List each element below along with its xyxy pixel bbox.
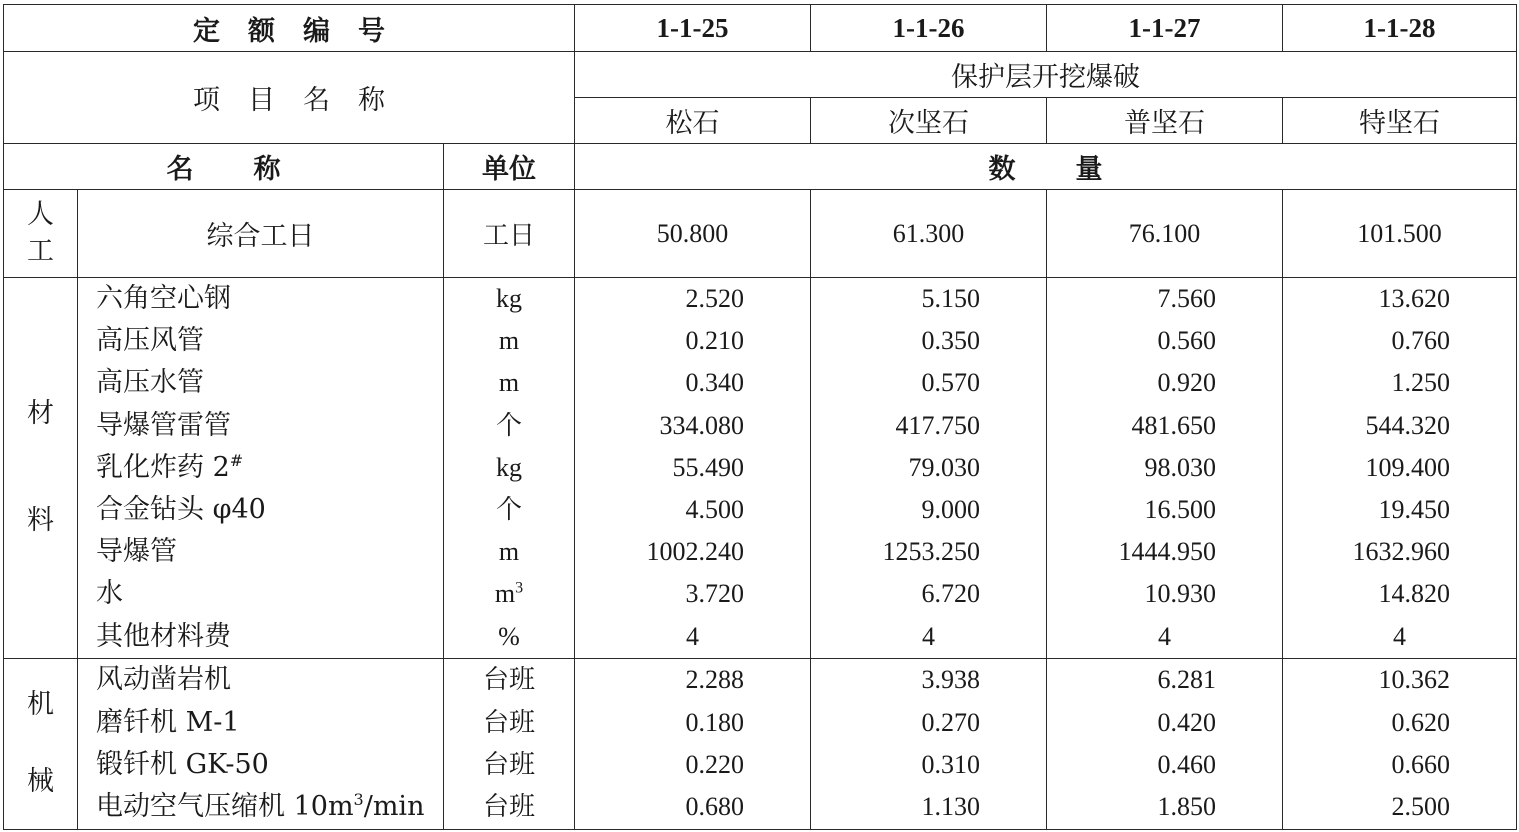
item-value: 417.750 [895,410,980,440]
machinery-values-col2 [811,658,1047,829]
quota-code: 1-1-25 [575,5,811,52]
machinery-values-col3 [1047,658,1283,829]
item-name-suffix: /min [363,790,425,822]
rock-type: 普坚石 [1047,98,1283,144]
category-labor [4,190,78,278]
item-value: 1632.960 [1352,537,1450,567]
item-value: 4 [922,621,935,651]
item-value: 101.500 [1283,190,1517,278]
item-value: 9.000 [921,494,980,524]
item-value: 0.570 [921,368,980,398]
item-unit: 个 [495,410,522,440]
item-unit: m [498,537,520,567]
item-unit-with-sup [444,573,574,615]
item-value: 7.560 [1157,284,1216,313]
materials-values-col2 [811,278,1047,659]
item-value: 0.340 [685,368,744,398]
materials-values-col3 [1047,278,1283,659]
item-value: 98.030 [1144,452,1216,482]
quota-code: 1-1-28 [1283,5,1517,52]
quota-table-page [3,4,1516,828]
item-value: 61.300 [811,190,1047,278]
item-value: 5.150 [921,284,980,313]
item-value: 10.930 [1144,579,1216,609]
item-unit: m [498,368,520,398]
item-value: 79.030 [908,452,980,482]
machinery-values-col4 [1283,658,1517,829]
category-machinery [4,658,78,829]
item-value: 10.362 [1378,665,1450,695]
category-char: 料 [27,504,54,536]
item-unit: 台班 [482,791,535,821]
item-value: 481.650 [1131,410,1216,440]
item-value: 0.460 [1157,749,1216,779]
item-unit: m [498,326,520,356]
item-unit: 台班 [482,749,535,779]
quota-code: 1-1-27 [1047,5,1283,52]
item-unit: 台班 [482,665,535,695]
item-value: 109.400 [1365,452,1450,482]
item-value: 1253.250 [882,537,980,567]
machinery-values-col1 [575,658,811,829]
rock-type: 松石 [575,98,811,144]
item-name-sup: 3 [353,789,364,809]
item-value: 0.760 [1391,326,1450,356]
category-char: 材 [27,398,54,430]
item-unit: kg [496,284,522,313]
item-name: 乳化炸药 2 [96,451,230,483]
item-value: 19.450 [1378,494,1450,524]
name-column-header: 名称 [4,144,444,190]
project-name-label: 项目名称 [4,52,575,144]
item-value: 334.080 [659,410,744,440]
item-value: 14.820 [1378,579,1450,609]
item-value: 3.720 [685,579,744,609]
item-name: 磨钎机 M-1 [96,706,240,738]
materials-names [78,278,444,659]
item-value: 76.100 [1047,190,1283,278]
quota-table [3,4,1517,830]
item-unit: 台班 [482,707,535,737]
item-value: 2.288 [685,665,744,695]
category-char: 械 [27,765,54,797]
item-value: 4.500 [685,494,744,524]
item-value: 1.130 [921,791,980,821]
item-value: 0.420 [1157,707,1216,737]
unit-column-header: 单位 [444,144,575,190]
item-name: 电动空气压缩机 10m [96,790,354,822]
item-name-sup: # [229,450,244,470]
item-unit: % [498,621,520,651]
materials-units [444,278,575,659]
category-char: 工 [27,235,54,267]
item-value: 0.220 [685,749,744,779]
item-value: 6.720 [921,579,980,609]
machinery-names [78,658,444,829]
materials-values-col4 [1283,278,1517,659]
item-name: 锻钎机 GK-50 [96,748,269,780]
item-value: 4 [1158,621,1171,651]
item-name: 高压水管 [96,367,204,399]
item-value: 2.500 [1391,791,1450,821]
item-name: 综合工日 [78,190,444,278]
machinery-units [444,658,575,829]
item-value: 0.310 [921,749,980,779]
item-unit: kg [496,452,522,482]
category-materials [4,278,78,659]
rock-type: 次坚石 [811,98,1047,144]
item-unit: 个 [495,494,522,524]
item-value: 50.800 [575,190,811,278]
item-value: 4 [1393,621,1406,651]
item-value: 0.210 [685,326,744,356]
item-name: 导爆管雷管 [96,409,231,441]
item-unit: m [494,579,516,609]
item-name: 导爆管 [96,536,177,568]
item-name: 高压风管 [96,325,204,357]
quota-code: 1-1-26 [811,5,1047,52]
item-value: 3.938 [921,665,980,695]
item-value: 0.680 [685,791,744,821]
item-name: 水 [96,578,123,610]
category-title: 保护层开挖爆破 [575,52,1517,98]
item-value: 1444.950 [1118,537,1216,567]
rock-type: 特坚石 [1283,98,1517,144]
item-value: 13.620 [1378,284,1450,313]
item-value: 1002.240 [646,537,744,567]
quota-number-label: 定额编号 [4,5,575,52]
quantity-column-header: 数量 [575,144,1517,190]
item-value: 0.660 [1391,749,1450,779]
item-value: 1.850 [1157,791,1216,821]
item-value: 4 [686,621,699,651]
item-unit: 工日 [444,190,575,278]
item-name-with-sup [96,447,443,489]
item-value: 0.180 [685,707,744,737]
item-value: 1.250 [1391,368,1450,398]
item-value: 544.320 [1365,410,1450,440]
item-value: 0.560 [1157,326,1216,356]
category-char: 人 [27,199,54,231]
item-name-with-sup [96,786,443,828]
item-value: 16.500 [1144,494,1216,524]
item-name: 风动凿岩机 [96,664,231,696]
item-name: 合金钻头 φ40 [96,493,266,525]
item-value: 6.281 [1157,665,1216,695]
item-value: 0.350 [921,326,980,356]
item-value: 55.490 [672,452,744,482]
category-char: 机 [27,689,54,721]
item-value: 0.920 [1157,368,1216,398]
item-value: 0.620 [1391,707,1450,737]
item-unit-sup: 3 [515,579,524,597]
materials-values-col1 [575,278,811,659]
item-value: 0.270 [921,707,980,737]
item-value: 2.520 [685,284,744,313]
item-name: 六角空心钢 [96,283,231,314]
item-name: 其他材料费 [96,620,231,652]
